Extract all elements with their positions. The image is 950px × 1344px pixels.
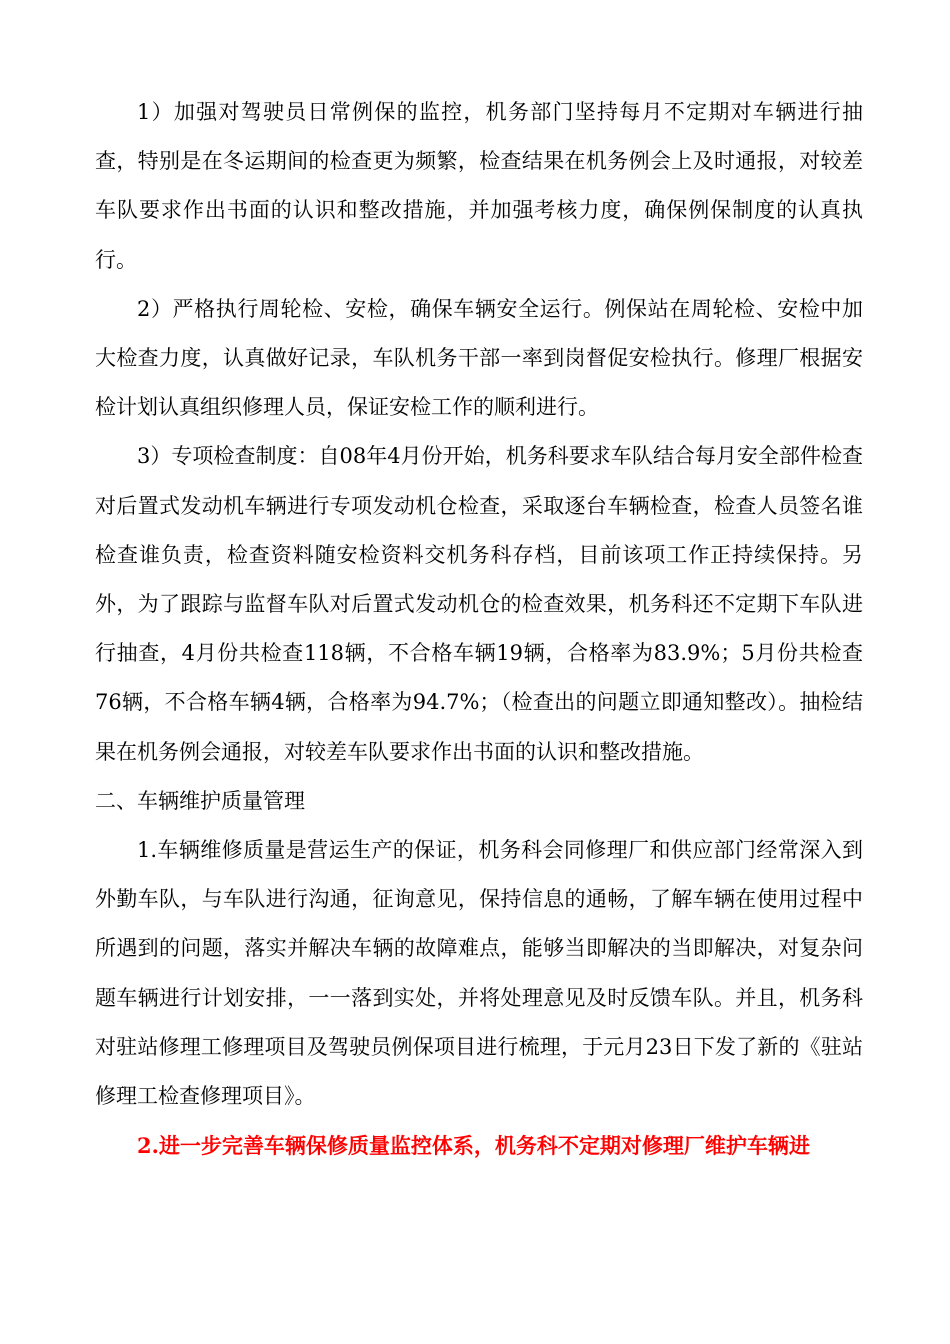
document-body <box>95 88 863 1170</box>
paragraph-special-inspection: 3）专项检查制度：自08年4月份开始，机务科要求车队结合每月安全部件检查对后置式发动机车辆进行专项发动机仓检查，采取逐台车辆检查，检查人员签名谁检查谁负责，检查资料随安检资料交机务科存档，目前该项工作正持续保持。另外，为了跟踪与监督车队对后置式发动机仓的检查效果，机务科还不定期下车队进行抽查，4月份共检查118辆，不合格车辆19辆，合格率为83.9%；5月份共检查76辆，不合格车辆4辆，合格率为94.7%；（检查出的问题立即通知整改）。抽检结果在机务例会通报，对较差车队要求作出书面的认识和整改措施。 <box>95 444 863 764</box>
paragraph-wheel-safety-inspection: 2）严格执行周轮检、安检，确保车辆安全运行。例保站在周轮检、安检中加大检查力度，认真做好记录，车队机务干部一率到岗督促安检执行。修理厂根据安检计划认真组织修理人员，保证安检工作的顺利进行。 <box>95 296 863 420</box>
section-heading: 二、车辆维护质量管理 <box>95 788 305 813</box>
paragraph-routine-maintenance-monitoring: 1）加强对驾驶员日常例保的监控，机务部门坚持每月不定期对车辆进行抽查，特别是在冬运期间的检查更为频繁，检查结果在机务例会上及时通报，对较差车队要求作出书面的认识和整改措施，并加强考核力度，确保例保制度的认真执行。 <box>95 100 863 272</box>
paragraph-highlighted-quality-system: 2.进一步完善车辆保修质量监控体系，机务科不定期对修理厂维护车辆进 <box>137 1133 810 1159</box>
paragraph-repair-quality: 1.车辆维修质量是营运生产的保证，机务科会同修理厂和供应部门经常深入到外勤车队，与车队进行沟通，征询意见，保持信息的通畅，了解车辆在使用过程中所遇到的问题，落实并解决车辆的故障难点，能够当即解决的当即解决，对复杂问题车辆进行计划安排，一一落到实处，并将处理意见及时反馈车队。并且，机务科对驻站修理工修理项目及驾驶员例保项目进行梳理，于元月23日下发了新的《驻站修理工检查修理项目》。 <box>95 838 863 1109</box>
